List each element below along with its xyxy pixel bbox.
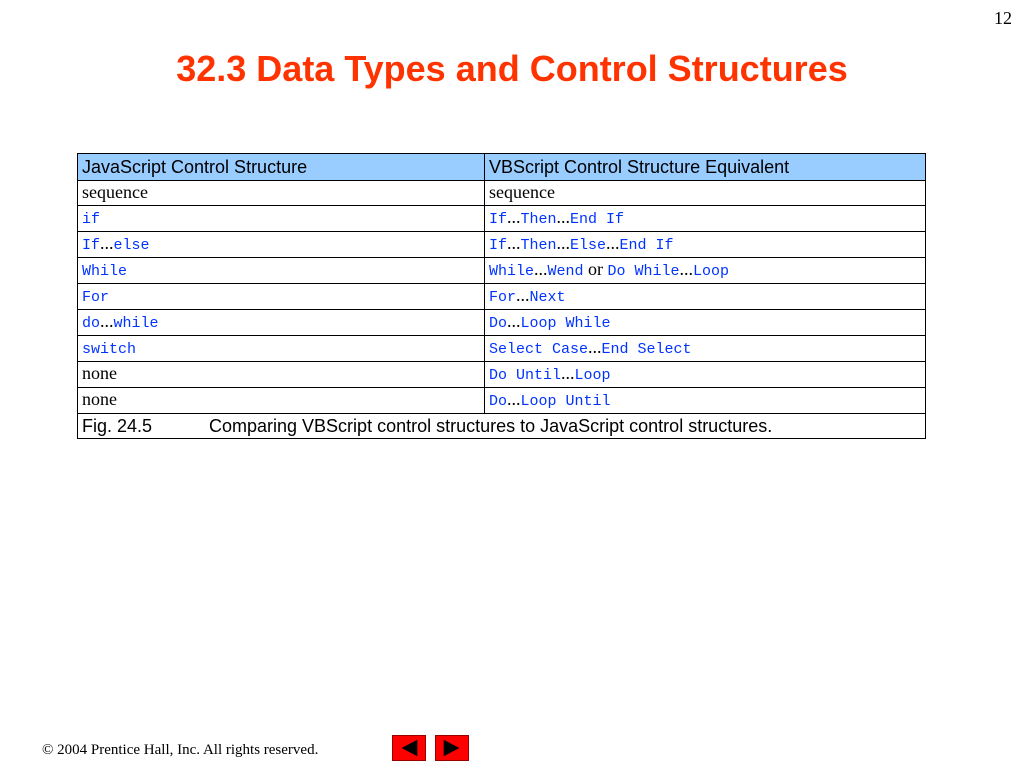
vb-cell bbox=[485, 388, 926, 414]
copyright-notice: © 2004 Prentice Hall, Inc. All rights reserved. bbox=[42, 742, 319, 758]
cell-text: ... bbox=[534, 259, 548, 279]
table-row bbox=[78, 232, 926, 258]
cell-text: none bbox=[82, 363, 117, 383]
cell-text: ... bbox=[516, 285, 530, 305]
header-javascript: JavaScript Control Structure bbox=[78, 154, 485, 181]
js-cell bbox=[78, 206, 485, 232]
cell-text: While bbox=[489, 263, 535, 280]
table-row bbox=[78, 362, 926, 388]
previous-slide-button[interactable] bbox=[392, 735, 426, 761]
cell-text: Else bbox=[570, 237, 607, 254]
cell-text: Select Case bbox=[489, 341, 589, 358]
cell-text: For bbox=[489, 289, 517, 306]
cell-text: while bbox=[113, 315, 159, 332]
js-cell bbox=[78, 336, 485, 362]
cell-text: if bbox=[82, 211, 101, 228]
cell-text: End If bbox=[619, 237, 674, 254]
right-arrow-icon bbox=[436, 736, 468, 760]
table-row bbox=[78, 181, 926, 206]
cell-text: End Select bbox=[601, 341, 692, 358]
cell-text: Do Until bbox=[489, 367, 562, 384]
cell-text: ... bbox=[556, 207, 571, 227]
cell-text: ... bbox=[100, 233, 114, 253]
cell-text: do bbox=[82, 315, 101, 332]
cell-text: Loop Until bbox=[520, 393, 611, 410]
cell-text: Do bbox=[489, 393, 508, 410]
cell-text: Loop While bbox=[520, 315, 611, 332]
cell-text: If bbox=[489, 237, 508, 254]
table-row bbox=[78, 258, 926, 284]
cell-text: ... bbox=[507, 233, 521, 253]
next-slide-button[interactable] bbox=[435, 735, 469, 761]
cell-text: Loop bbox=[574, 367, 611, 384]
cell-text: Do bbox=[489, 315, 508, 332]
cell-text: End If bbox=[570, 211, 625, 228]
caption-row bbox=[78, 414, 926, 439]
cell-text: Wend bbox=[547, 263, 584, 280]
cell-text: Then bbox=[520, 237, 557, 254]
cell-text: else bbox=[113, 237, 150, 254]
vb-cell bbox=[485, 258, 926, 284]
cell-text: ... bbox=[679, 259, 694, 279]
cell-text: sequence bbox=[489, 182, 555, 202]
cell-text: ... bbox=[556, 233, 571, 253]
cell-text: ... bbox=[606, 233, 620, 253]
slide-title: 32.3 Data Types and Control Structures bbox=[176, 48, 848, 89]
vb-cell bbox=[485, 181, 926, 206]
cell-text: ... bbox=[561, 363, 575, 383]
cell-text: or bbox=[583, 259, 608, 279]
js-cell bbox=[78, 181, 485, 206]
table-row bbox=[78, 206, 926, 232]
table-row bbox=[78, 388, 926, 414]
left-arrow-icon bbox=[393, 736, 425, 760]
cell-text: Next bbox=[529, 289, 566, 306]
table-row bbox=[78, 310, 926, 336]
vb-cell bbox=[485, 362, 926, 388]
js-cell bbox=[78, 310, 485, 336]
js-cell bbox=[78, 362, 485, 388]
js-cell bbox=[78, 388, 485, 414]
figure-number: Fig. 24.5 bbox=[82, 416, 153, 436]
cell-text: ... bbox=[507, 207, 521, 227]
cell-text: ... bbox=[507, 389, 521, 409]
cell-text: sequence bbox=[82, 182, 148, 202]
page-number: 12 bbox=[994, 8, 1012, 28]
cell-text: ... bbox=[588, 337, 602, 357]
figure-caption bbox=[78, 414, 926, 439]
cell-text: switch bbox=[82, 341, 137, 358]
table-row bbox=[78, 284, 926, 310]
header-vbscript: VBScript Control Structure Equivalent bbox=[485, 154, 926, 181]
cell-text: ... bbox=[507, 311, 521, 331]
figure-caption-text: Comparing VBScript control structures to JavaScript control structures. bbox=[209, 416, 773, 436]
cell-text: Do While bbox=[607, 263, 680, 280]
vb-cell bbox=[485, 310, 926, 336]
cell-text: If bbox=[82, 237, 101, 254]
cell-text: Then bbox=[520, 211, 557, 228]
cell-text: If bbox=[489, 211, 508, 228]
cell-text: ... bbox=[100, 311, 114, 331]
js-cell bbox=[78, 232, 485, 258]
vb-cell bbox=[485, 284, 926, 310]
table-row bbox=[78, 336, 926, 362]
comparison-table bbox=[77, 153, 926, 439]
vb-cell bbox=[485, 206, 926, 232]
vb-cell bbox=[485, 336, 926, 362]
table-header-row bbox=[78, 154, 926, 181]
js-cell bbox=[78, 284, 485, 310]
cell-text: none bbox=[82, 389, 117, 409]
cell-text: While bbox=[82, 263, 128, 280]
js-cell bbox=[78, 258, 485, 284]
cell-text: For bbox=[82, 289, 110, 306]
vb-cell bbox=[485, 232, 926, 258]
cell-text: Loop bbox=[693, 263, 730, 280]
